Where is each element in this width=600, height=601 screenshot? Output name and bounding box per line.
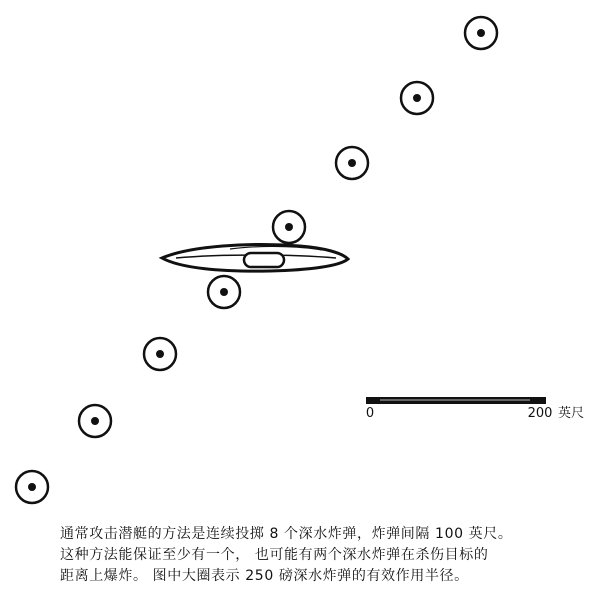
depth-charge-1 [16, 471, 48, 503]
depth-charge-dot [477, 29, 485, 37]
depth-charge-dot [413, 94, 421, 102]
scale-max-label: 200 [527, 406, 553, 421]
depth-charge-4 [208, 276, 240, 308]
scale-bar-highlight [380, 399, 530, 401]
scale-zero-label: 0 [365, 406, 375, 421]
caption-line-2: 这种方法能保证至少有一个， 也可能有两个深水炸弹在杀伤目标的 [60, 547, 489, 563]
scale-unit-label: 英尺 [558, 406, 585, 421]
scale-bar [366, 397, 584, 421]
depth-charge-dot [285, 223, 293, 231]
depth-charge-dot [348, 159, 356, 167]
depth-charge-2 [79, 405, 111, 437]
depth-charge-3 [144, 338, 176, 370]
depth-charge-dot [91, 417, 99, 425]
caption-line-3: 距离上爆炸。 图中大圈表示 250 磅深水炸弹的有效作用半径。 [60, 568, 469, 584]
depth-charge-5 [273, 211, 305, 243]
depth-charge-dot [220, 288, 228, 296]
figure-caption [60, 524, 580, 587]
conning-tower [244, 253, 284, 267]
depth-charge-7 [401, 82, 433, 114]
depth-charge-6 [336, 147, 368, 179]
submarine [162, 245, 348, 272]
depth-charge-dot [156, 350, 164, 358]
caption-line-1: 通常攻击潜艇的方法是连续投掷 8 个深水炸弹，炸弹间隔 100 英尺。 [60, 526, 513, 542]
depth-charge-dot [28, 483, 36, 491]
depth-charge-8 [465, 17, 497, 49]
